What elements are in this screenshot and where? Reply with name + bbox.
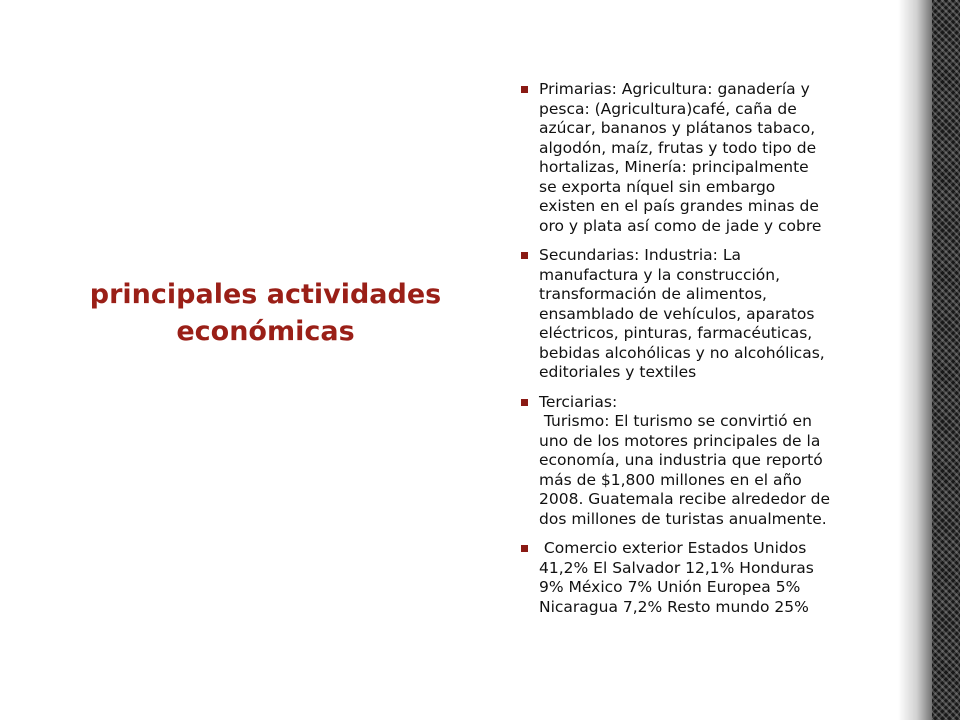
bullet-text-line: 9% México 7% Unión Europea 5% — [539, 578, 801, 596]
bullet-text-line: más de $1,800 millones en el año — [539, 470, 802, 489]
bullet-text-line: oro y plata así como de jade y cobre — [539, 216, 822, 235]
bullet-item — [520, 80, 890, 236]
bullet-text-line: uno de los motores principales de la — [539, 431, 821, 450]
slide-title-line-2: económicas — [176, 316, 355, 347]
bullet-text-line: Primarias: Agricultura: ganadería y — [539, 80, 810, 98]
bullet-text-line: bebidas alcohólicas y no alcohólicas, — [539, 343, 825, 362]
square-bullet-icon — [521, 252, 528, 259]
square-bullet-icon — [521, 399, 528, 406]
bullet-text-line: manufactura y la construcción, — [539, 265, 781, 284]
bullet-text-line: hortalizas, Minería: principalmente — [539, 158, 809, 176]
edge-decoration — [932, 0, 960, 720]
bullet-item — [520, 246, 890, 383]
bullet-text-line: Secundarias: Industria: La — [539, 246, 741, 264]
bullet-list — [520, 80, 890, 627]
square-bullet-icon — [521, 86, 528, 93]
bullet-text-line: Terciarias: — [539, 392, 618, 411]
bullet-item — [520, 539, 890, 617]
bullet-text-line: economía, una industria que reportó — [539, 451, 823, 469]
bullet-text-line: Turismo: El turismo se convirtió en — [539, 412, 812, 430]
bullet-text-line: Comercio exterior Estados Unidos — [539, 539, 807, 557]
bullet-text-line: eléctricos, pinturas, farmacéuticas, — [539, 324, 813, 342]
bullet-text-line: ensamblado de vehículos, aparatos — [539, 304, 815, 323]
bullet-text-line: azúcar, bananos y plátanos tabaco, — [539, 119, 816, 137]
bullet-text-line: pesca: (Agricultura)café, caña de — [539, 99, 797, 118]
bullet-text-line: 41,2% El Salvador 12,1% Honduras — [539, 558, 814, 577]
slide-title-line-1: principales actividades — [89, 279, 442, 310]
bullet-item — [520, 393, 890, 530]
bullet-text-line: transformación de alimentos, — [539, 285, 767, 303]
bullet-text-line: Nicaragua 7,2% Resto mundo 25% — [539, 597, 809, 616]
slide-title — [58, 276, 473, 350]
bullet-text-line: editoriales y textiles — [539, 363, 697, 381]
square-bullet-icon — [521, 545, 528, 552]
bullet-text-line: 2008. Guatemala recibe alrededor de — [539, 490, 831, 508]
bullet-text-line: algodón, maíz, frutas y todo tipo de — [539, 138, 817, 157]
bullet-text-line: dos millones de turistas anualmente. — [539, 509, 827, 528]
bullet-text-line: se exporta níquel sin embargo — [539, 177, 776, 196]
bullet-text-line: existen en el país grandes minas de — [539, 197, 819, 215]
